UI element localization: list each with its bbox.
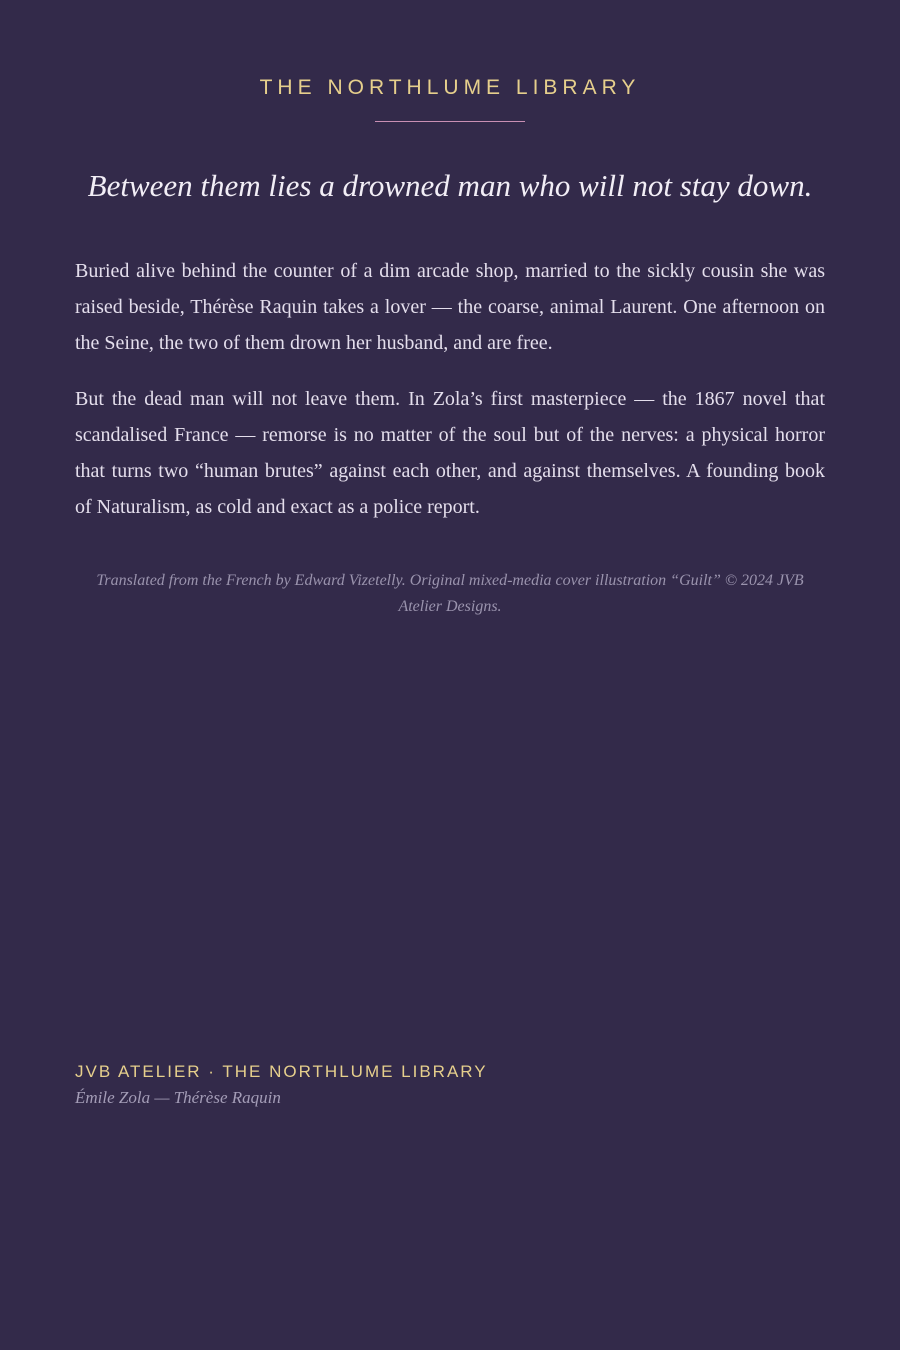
blurb-paragraph: But the dead man will not leave them. In Zola’s first masterpiece — the 1867 novel that scandalised France — remorse is no matter of the soul but of the nerves: a physical horror that turns two “human brutes” against each other, and against themselves. A founding book of Naturalism, as cold and exact as a police report. — [75, 388, 825, 518]
tagline: Between them lies a drowned man who will not stay down. — [87, 168, 813, 203]
decorative-rule — [375, 121, 525, 122]
blurb — [75, 253, 825, 545]
series-name: THE NORTHLUME LIBRARY — [259, 76, 641, 99]
author-title: Émile Zola — Thérèse Raquin — [75, 1088, 281, 1107]
blurb-paragraph: Buried alive behind the counter of a dim arcade shop, married to the sickly cousin she was raised beside, Thérèse Raquin takes a lover — the coarse, animal Laurent. One afternoon on the Seine, the two of them drown her husband, and are free. — [75, 260, 825, 354]
publisher-imprint: JVB ATELIER · THE NORTHLUME LIBRARY — [75, 1062, 488, 1081]
translation-credit: Translated from the French by Edward Vizetelly. Original mixed-media cover illustration “Guilt” © 2024 JVB Atelier Designs. — [96, 572, 804, 615]
